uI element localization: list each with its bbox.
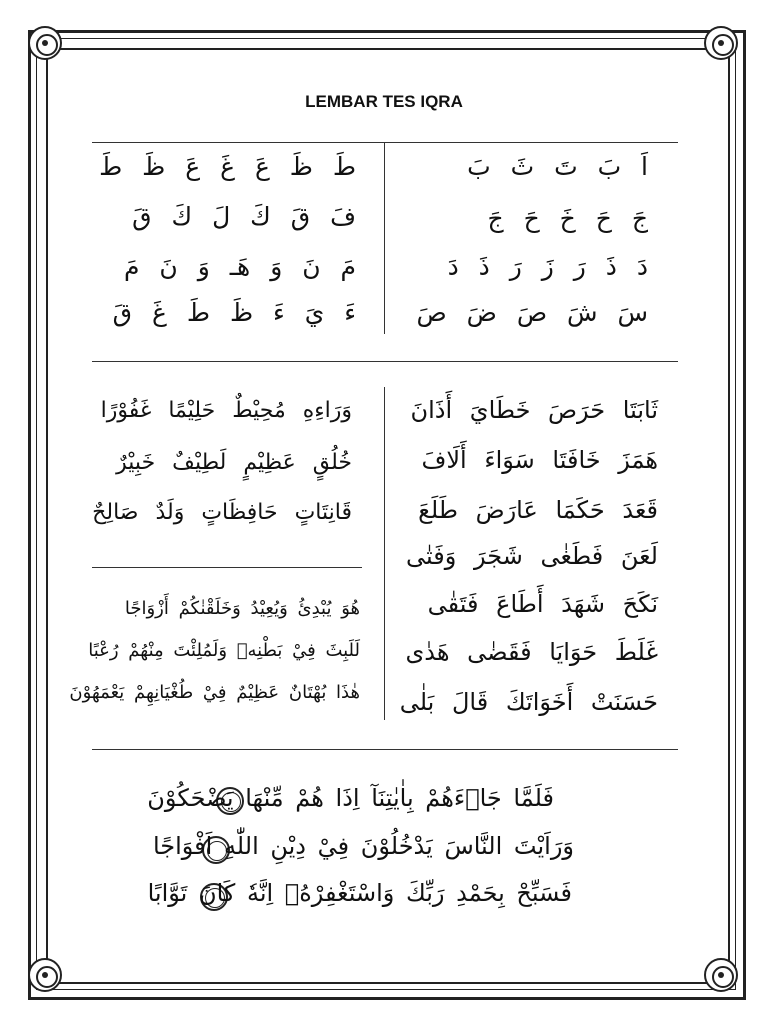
- word-row: وَرَاءِهِ مُحِيْطٌ حَلِيْمًا غَفُوْرًا: [100, 398, 352, 423]
- corner-ornament-icon: [28, 958, 62, 992]
- divider-vertical-letters: [384, 142, 385, 334]
- corner-ornament-icon: [28, 26, 62, 60]
- corner-ornament-icon: [704, 958, 738, 992]
- word-row: حَسَنَتْ أَخَوَاتَكَ قَالَ بَلٰى: [399, 688, 658, 716]
- letter-row: جَ حَ خَ حَ جَ: [487, 204, 648, 233]
- verse-line: فَسَبِّحْ بِحَمْدِ رَبِّكَ وَاسْتَغْفِرْهُۗ اِنَّهٗ كَانَ تَوَّابًا: [147, 879, 572, 907]
- page-title: LEMBAR TES IQRA: [305, 92, 463, 111]
- corner-ornament-icon: [704, 26, 738, 60]
- word-row: قَانِتَاتٍ حَافِظَاتٍ وَلَدٌ صَالِحٌ: [92, 500, 352, 525]
- letter-row: طَ ظَ عَ غَ عَ ظَ طَ: [99, 152, 356, 181]
- word-row: هَمَزَ خَافَتَا سَوَاءَ أَلَافَ: [421, 446, 658, 474]
- divider-left-words: [92, 567, 362, 568]
- word-row: لَعَنَ فَطَغٰى شَجَرَ وَفَتٰى: [406, 542, 658, 570]
- divider-bottom: [92, 749, 678, 750]
- word-row: غَلَطَ حَوَايَا فَقَضٰى هَدٰى: [405, 638, 658, 666]
- word-row: خُلُقٍ عَظِيْمٍ لَطِيْفٌ خَبِيْرٌ: [116, 450, 352, 475]
- letter-row: سَ شَ صَ ضَ صَ: [416, 298, 648, 327]
- word-row: لَلَبِثَ فِيْ بَطْنِهٖ وَلَمُلِئْتَ مِنْهُمْ رُعْبًا: [88, 640, 360, 661]
- word-row: ثَابَتَا حَرَصَ خَطَايَ أَذَانَ: [410, 396, 658, 424]
- divider-top: [92, 142, 678, 143]
- divider-middle: [92, 361, 678, 362]
- word-row: قَعَدَ حَكَمَا عَارَضَ طَلَعَ: [418, 496, 658, 524]
- letter-row: مَ نَ وَ هَـ وَ نَ مَ: [123, 252, 356, 281]
- letter-row: ءَ يَ ءَ ظَ طَ غَ قَ: [112, 298, 356, 327]
- letter-row: فَ قَ كَ لَ كَ قَ: [132, 202, 356, 231]
- word-row: هُوَ يُبْدِئُ وَيُعِيْدُ وَخَلَقْنٰكُمْ أَزْوَاجًا: [124, 598, 360, 619]
- word-row: هٰذَا بُهْتَانٌ عَظِيْمٌ فِيْ طُغْيَانِهِمْ يَعْمَهُوْنَ: [69, 682, 360, 703]
- verse-line: وَرَاَيْتَ النَّاسَ يَدْخُلُوْنَ فِيْ دِيْنِ اللّٰهِ اَفْوَاجًا: [152, 832, 574, 860]
- word-row: نَكَحَ شَهَدَ أَطَاعَ فَتَقٰى: [427, 590, 658, 618]
- letter-row: اَ بَ تَ ثَ بَ: [467, 152, 648, 181]
- divider-vertical-words: [384, 387, 385, 720]
- verse-line: فَلَمَّا جَاۤءَهُمْ بِاٰيٰتِنَآ اِذَا هُمْ مِّنْهَا يَضْحَكُوْنَ: [147, 784, 554, 812]
- letter-row: دَ ذَ رَ زَ رَ ذَ دَ: [447, 252, 648, 281]
